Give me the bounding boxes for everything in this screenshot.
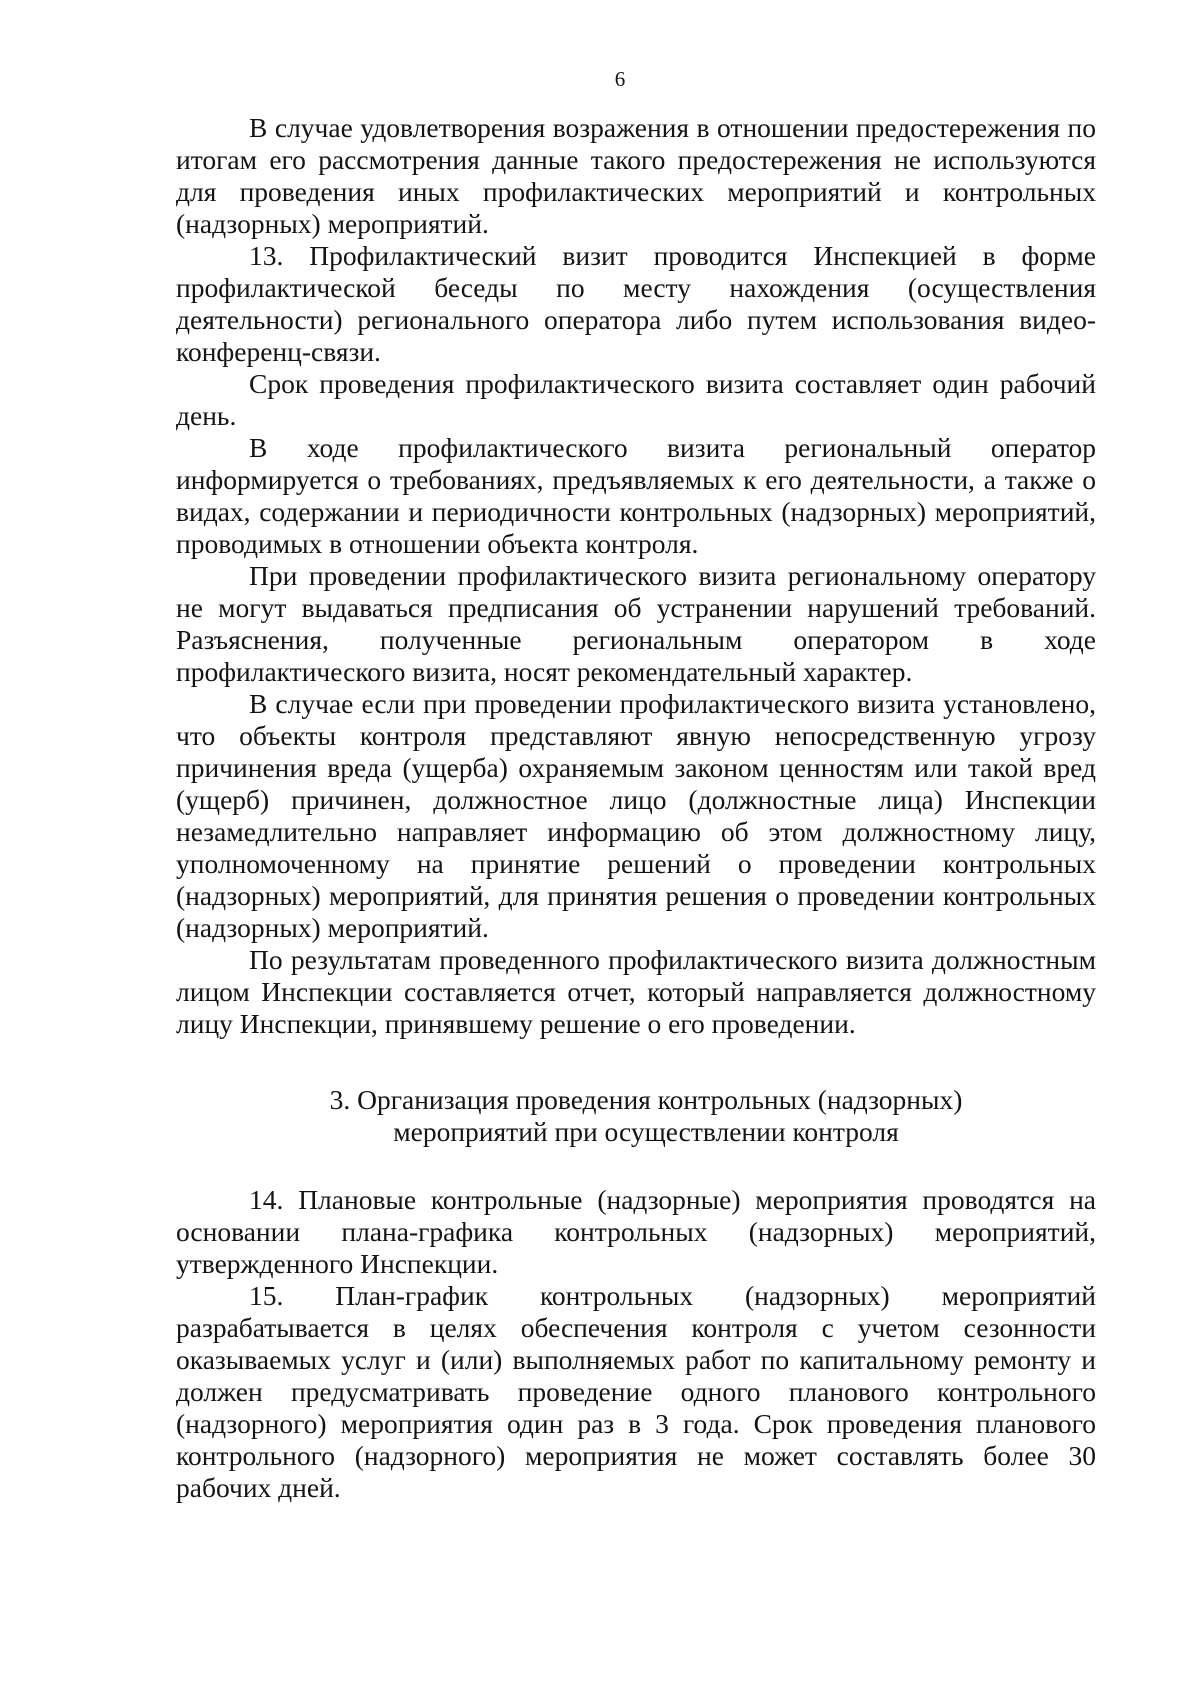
section-heading-line-1: 3. Организация проведения контрольных (надзорных) [329, 1084, 963, 1115]
paragraph-visit-report: По результатам проведенного профилактического визита должностным лицом Инспекции составляется отчет, который направляется должностному лицу Инспекции, принявшему решение о его проведении. [176, 944, 1096, 1039]
section-heading-line-2: мероприятий при осуществлении контроля [393, 1116, 899, 1147]
paragraph-immediate-threat: В случае если при проведении профилактического визита установлено, что объекты контроля представляют явную непосредственную угрозу причинения вреда (ущерба) охраняемым законом ценностям или такой вред (ущерб) причинен, должностное лицо (должностные лица) Инспекции незамедлительно направляет информацию об этом должностному лицу, уполномоченному на принятие решений о проведении контрольных (надзорных) мероприятий, для принятия решения о проведении контрольных (надзорных) мероприятий. [176, 688, 1096, 943]
page-number: 6 [614, 67, 626, 91]
paragraph-13-preventive-visit: 13. Профилактический визит проводится Инспекцией в форме профилактической беседы по месту нахождения (осуществления деятельности) регионального оператора либо путем использования видео-конференц-связи. [176, 240, 1096, 367]
paragraph-visit-duration: Срок проведения профилактического визита составляет один рабочий день. [176, 368, 1096, 431]
paragraph-visit-information: В ходе профилактического визита региональный оператор информируется о требованиях, предъявляемых к его деятельности, а также о видах, содержании и периодичности контрольных (надзорных) мероприятий, проводимых в отношении объекта контроля. [176, 432, 1096, 559]
paragraph-no-orders: При проведении профилактического визита региональному оператору не могут выдаваться предписания об устранении нарушений требований. Разъяснения, полученные региональным оператором в ходе профилактического визита, носят рекомендательный характер. [176, 560, 1096, 687]
paragraph-objection-outcome: В случае удовлетворения возражения в отношении предостережения по итогам его рассмотрения данные такого предостережения не используются для проведения иных профилактических мероприятий и контрольных (надзорных) мероприятий. [176, 112, 1096, 239]
section-heading [176, 1084, 1096, 1148]
paragraph-14-planned-measures: 14. Плановые контрольные (надзорные) мероприятия проводятся на основании плана-графика контрольных (надзорных) мероприятий, утвержденного Инспекции. [176, 1184, 1096, 1279]
document-body [176, 112, 1096, 1504]
paragraph-15-schedule: 15. План-график контрольных (надзорных) мероприятий разрабатывается в целях обеспечения контроля с учетом сезонности оказываемых услуг и (или) выполняемых работ по капитальному ремонту и должен предусматривать проведение одного планового контрольного (надзорного) мероприятия один раз в 3 года. Срок проведения планового контрольного (надзорного) мероприятия не может составлять более 30 рабочих дней. [176, 1280, 1096, 1503]
